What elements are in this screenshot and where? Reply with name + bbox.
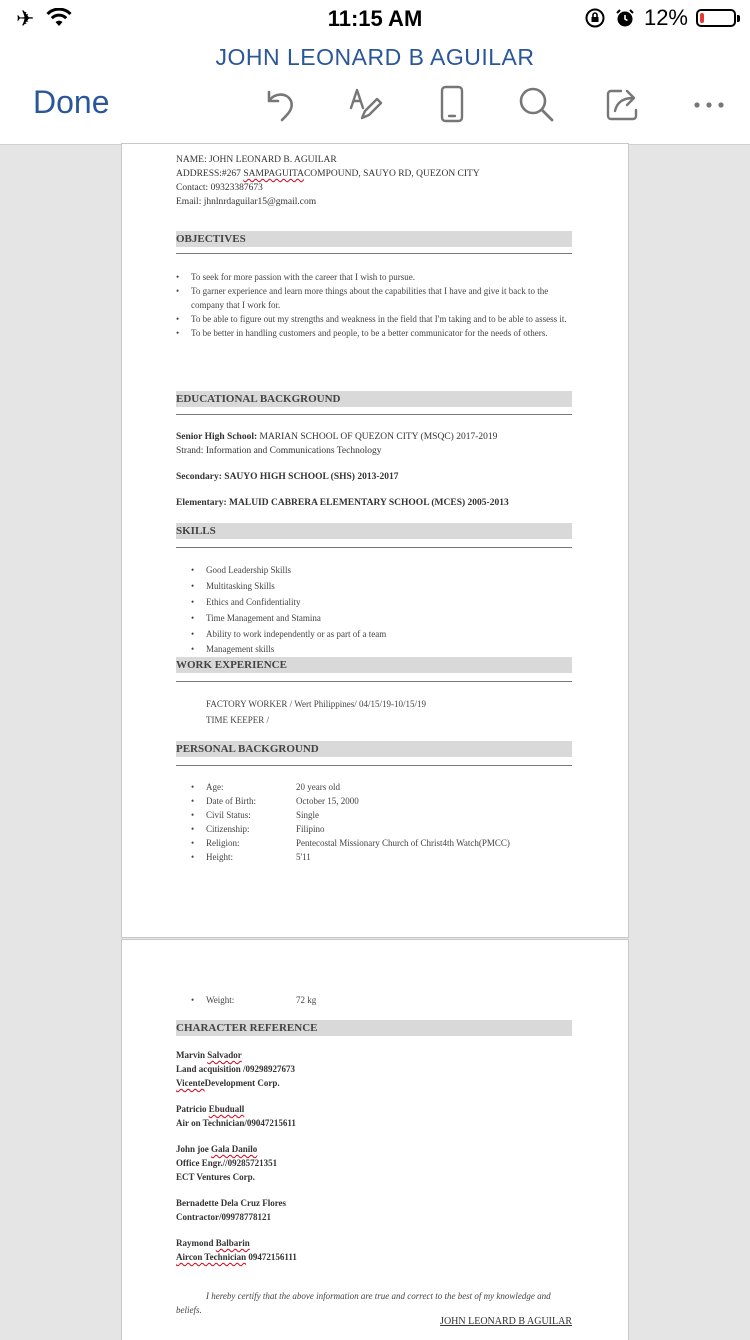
reference-entry: Marvin Salvador Land acquisition /09298927673 VicenteDevelopment Corp.: [176, 1050, 296, 1088]
education-details: [176, 430, 572, 510]
document-toolbar: [0, 40, 750, 145]
document-page-2[interactable]: [122, 940, 628, 1340]
section-title-skills: SKILLS: [176, 523, 572, 539]
alarm-icon: [614, 7, 636, 29]
more-button[interactable]: [687, 82, 731, 126]
list-item: • Good Leadership Skills: [191, 562, 571, 578]
share-button[interactable]: [601, 82, 645, 126]
elementary-line: Elementary: MALUID CABRERA ELEMENTARY SCHOOL (MCES) 2005-2013: [176, 498, 509, 508]
orientation-lock-icon: [584, 7, 606, 29]
list-item: • Weight: 72 kg: [191, 993, 571, 1007]
status-time: 11:15 AM: [327, 6, 423, 31]
section-divider: [176, 681, 572, 682]
mobile-view-button[interactable]: [430, 82, 474, 126]
work-item: FACTORY WORKER / Wert Philippines/ 04/15/19-10/15/19: [206, 699, 427, 709]
reference-entry: Raymond Balbarin Aircon Technician 09472156111: [176, 1238, 297, 1262]
reference-entry: Patricio Ebuduall Air on Technician/09047215611: [176, 1104, 296, 1128]
phone-view-icon: [432, 84, 472, 124]
section-title-objectives: OBJECTIVES: [176, 231, 572, 247]
misspelled-word: SAMPAGUITA: [243, 169, 304, 179]
name-line: NAME: JOHN LEONARD B. AGUILAR: [176, 155, 337, 165]
certification-statement: I hereby certify that the above information are true and correct to the best of my knowledge and beliefs.: [176, 1291, 551, 1315]
list-item: • Height: 5'11: [191, 850, 571, 864]
airplane-icon: ✈: [16, 6, 35, 31]
list-item: • Multitasking Skills: [191, 578, 571, 594]
work-list: [206, 696, 566, 728]
status-right: [584, 5, 736, 31]
skills-list: [191, 562, 571, 656]
secondary-line: Secondary: SAUYO HIGH SCHOOL (SHS) 2013-2017: [176, 472, 399, 482]
list-item: • Management skills: [191, 642, 571, 656]
battery-percent: 12%: [643, 5, 688, 30]
section-divider: [176, 414, 572, 415]
reference-entry: John joe Gala Danilo Office Engr.//09285721351 ECT Ventures Corp.: [176, 1144, 278, 1182]
personal-list: [191, 780, 571, 864]
status-bar: [0, 0, 750, 40]
contact-line: Contact: 09323387673: [176, 183, 263, 193]
section-divider: [176, 547, 572, 548]
list-item: • Age: 20 years old: [191, 780, 571, 794]
address-line: ADDRESS:#267 SAMPAGUITACOMPOUND, SAUYO RD, QUEZON CITY: [176, 169, 480, 179]
draw-button[interactable]: [344, 82, 388, 126]
pen-icon: [346, 84, 386, 124]
document-page-1[interactable]: [122, 144, 628, 937]
undo-icon: [260, 84, 300, 124]
list-item: • Date of Birth: October 15, 2000: [191, 794, 571, 808]
done-button[interactable]: Done: [33, 84, 110, 120]
strand-line: Strand: Information and Communications Technology: [176, 446, 382, 456]
contact-header: [176, 153, 572, 209]
personal-list-continued: [191, 993, 571, 1007]
reference-entry: Bernadette Dela Cruz Flores Contractor/09978778121: [176, 1198, 287, 1222]
battery-icon: [696, 9, 736, 27]
undo-button[interactable]: [258, 82, 302, 126]
list-item: • Citizenship: Filipino: [191, 822, 571, 836]
work-item: TIME KEEPER /: [206, 715, 269, 725]
email-line: Email: jhnlnrdaguilar15@gmail.com: [176, 197, 317, 207]
list-item: • To garner experience and learn more things about the capabilities that I have and give it back to the company that I work for.: [176, 284, 572, 312]
search-button[interactable]: [514, 82, 558, 126]
list-item: • To seek for more passion with the career that I wish to pursue.: [176, 270, 572, 284]
more-icon: [689, 84, 729, 124]
list-item: • Ethics and Confidentiality: [191, 594, 571, 610]
search-icon: [516, 84, 556, 124]
list-item: • Religion: Pentecostal Missionary Church of Christ4th Watch(PMCC): [191, 836, 571, 850]
section-divider: [176, 253, 572, 254]
document-title: JOHN LEONARD B AGUILAR: [215, 44, 535, 70]
section-title-education: EDUCATIONAL BACKGROUND: [176, 391, 572, 407]
section-title-work: WORK EXPERIENCE: [176, 657, 572, 673]
shs-line: Senior High School: MARIAN SCHOOL OF QUEZON CITY (MSQC) 2017-2019: [176, 432, 498, 442]
list-item: • To be better in handling customers and people, to be a better communicator for the needs of others.: [176, 326, 572, 340]
list-item: • To be able to figure out my strengths and weakness in the field that I'm taking and to be able to assess it.: [176, 312, 572, 326]
list-item: • Time Management and Stamina: [191, 610, 571, 626]
section-title-personal: PERSONAL BACKGROUND: [176, 741, 572, 757]
section-divider: [176, 765, 572, 766]
section-title-character: CHARACTER REFERENCE: [176, 1020, 572, 1036]
list-item: • Civil Status: Single: [191, 808, 571, 822]
character-references: [176, 1048, 572, 1264]
objectives-list: [176, 270, 572, 340]
signature-line: JOHN LEONARD B AGUILAR: [440, 1316, 572, 1327]
share-icon: [603, 84, 643, 124]
battery-fill: [700, 13, 704, 23]
list-item: • Ability to work independently or as part of a team: [191, 626, 571, 642]
